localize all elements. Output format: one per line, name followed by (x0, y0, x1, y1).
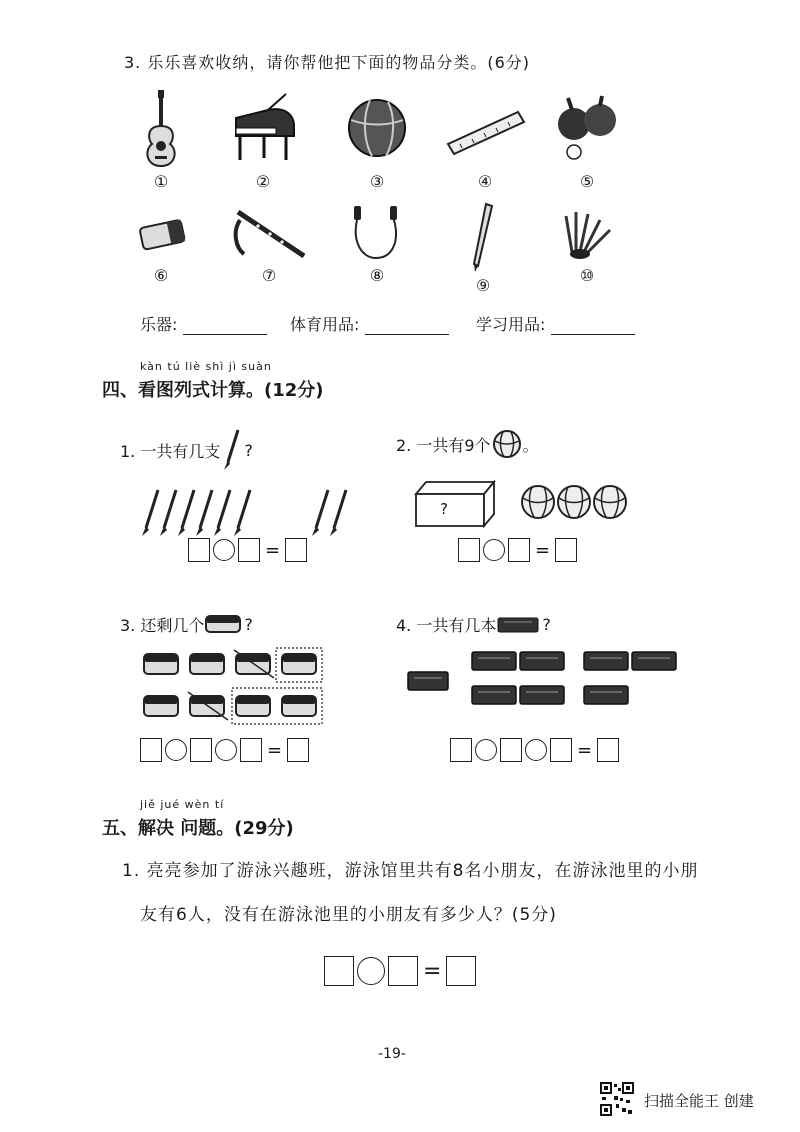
operator-circle[interactable] (213, 539, 235, 561)
category-study (476, 312, 635, 335)
s4-q4-equation (450, 738, 619, 762)
category-label: 乐器: (140, 315, 178, 334)
basketball-icon (342, 88, 412, 168)
eraser-icon (131, 202, 191, 262)
item-number: ⑤ (579, 172, 595, 191)
item-5 (552, 88, 622, 191)
books-group (404, 646, 686, 716)
s4-q3-prompt (120, 612, 253, 636)
answer-box[interactable] (188, 538, 210, 562)
item-9 (448, 202, 518, 295)
item-number: ⑨ (475, 276, 491, 295)
item-4 (440, 88, 530, 191)
item-6 (126, 202, 196, 285)
item-8 (342, 202, 412, 285)
q3-title: 3. 乐乐喜欢收纳，请你帮他把下面的物品分类。(6分) (124, 53, 531, 72)
item-3 (342, 88, 412, 191)
operator-circle[interactable] (215, 739, 237, 761)
equals-sign: = (423, 958, 442, 984)
item-10 (552, 202, 622, 285)
s4-q3-equation (140, 738, 309, 762)
flute-icon (224, 202, 314, 262)
s4-q2-text: 2. 一共有9个 (396, 435, 491, 455)
book-icon (496, 612, 542, 636)
operator-circle[interactable] (475, 739, 497, 761)
answer-blank[interactable] (183, 316, 267, 335)
answer-box[interactable] (324, 956, 354, 986)
eraser-icon (204, 612, 244, 636)
answer-blank[interactable] (365, 316, 449, 335)
answer-box[interactable] (285, 538, 307, 562)
s5-q1-line1: 1. 亮亮参加了游泳兴趣班，游泳馆里共有8名小朋友，在游泳池里的小朋 (122, 861, 699, 881)
ball-icon (491, 428, 523, 460)
s4-q3-text: 3. 还剩几个 (120, 615, 205, 635)
equals-sign: = (577, 739, 593, 761)
s4-q1-prompt (120, 428, 253, 472)
item-number: ⑦ (261, 266, 277, 285)
equals-sign: = (267, 739, 283, 761)
item-number: ⑩ (579, 266, 595, 285)
category-instruments (140, 312, 267, 335)
s4-q1-text: 1. 一共有几支 (120, 441, 221, 461)
s4-q2-mark: 。 (522, 435, 539, 455)
answer-box[interactable] (450, 738, 472, 762)
shuttlecock-icon (552, 202, 622, 262)
answer-box[interactable] (238, 538, 260, 562)
answer-box[interactable] (388, 956, 418, 986)
section5-pinyin: jiě jué wèn tí (140, 798, 225, 811)
category-label: 体育用品: (290, 315, 360, 334)
section5-title: 五、解决 问题。(29分) (102, 818, 294, 839)
s4-q2-prompt (396, 428, 539, 460)
item-number: ⑥ (153, 266, 169, 285)
s4-q4-text: 4. 一共有几本 (396, 615, 497, 635)
box-icon (412, 478, 496, 528)
item-number: ② (255, 172, 271, 191)
operator-circle[interactable] (165, 739, 187, 761)
brush-icon (220, 428, 244, 472)
s4-q1-mark: ? (244, 440, 253, 460)
item-number: ④ (477, 172, 493, 191)
item-1 (126, 88, 196, 191)
page-number: -19- (378, 1046, 406, 1062)
answer-box[interactable] (555, 538, 577, 562)
item-2 (228, 88, 298, 191)
item-7 (224, 202, 314, 285)
answer-box[interactable] (140, 738, 162, 762)
answer-box[interactable] (550, 738, 572, 762)
equals-sign: = (535, 539, 551, 561)
s5-q1-equation (324, 956, 476, 986)
answer-box[interactable] (446, 956, 476, 986)
qr-code-icon (600, 1082, 634, 1116)
item-number: ③ (369, 172, 385, 191)
equals-sign: = (265, 539, 281, 561)
brand-label: 扫描全能王 创建 (644, 1092, 754, 1110)
piano-icon (228, 88, 298, 168)
jump-rope-icon (342, 202, 412, 262)
answer-box[interactable] (190, 738, 212, 762)
ping-pong-icon (552, 88, 622, 168)
category-sports (290, 312, 449, 335)
operator-circle[interactable] (483, 539, 505, 561)
operator-circle[interactable] (357, 957, 385, 985)
s5-q1-line2: 友有6人，没有在游泳池里的小朋友有多少人？(5分) (140, 905, 557, 925)
section4-title: 四、看图列式计算。(12分) (102, 380, 324, 401)
answer-box[interactable] (240, 738, 262, 762)
item-number: ⑧ (369, 266, 385, 285)
answer-box[interactable] (287, 738, 309, 762)
box-question-mark: ? (440, 500, 448, 518)
item-number: ① (153, 172, 169, 191)
operator-circle[interactable] (525, 739, 547, 761)
mystery-box (412, 478, 494, 526)
brushes-group (136, 486, 366, 540)
s4-q2-equation (458, 538, 577, 562)
pencil-icon (448, 202, 518, 272)
s4-q4-mark: ? (542, 614, 551, 634)
answer-blank[interactable] (551, 316, 635, 335)
answer-box[interactable] (500, 738, 522, 762)
s4-q1-equation (188, 538, 307, 562)
s4-q4-prompt (396, 612, 551, 636)
answer-box[interactable] (458, 538, 480, 562)
ruler-icon (440, 88, 530, 168)
category-label: 学习用品: (476, 315, 546, 334)
answer-box[interactable] (508, 538, 530, 562)
guitar-icon (136, 88, 186, 168)
erasers-group (138, 646, 328, 728)
answer-box[interactable] (597, 738, 619, 762)
section4-pinyin: kàn tú liè shì jì suàn (140, 360, 272, 373)
s4-q3-mark: ? (244, 614, 253, 634)
balls-group (520, 480, 630, 524)
